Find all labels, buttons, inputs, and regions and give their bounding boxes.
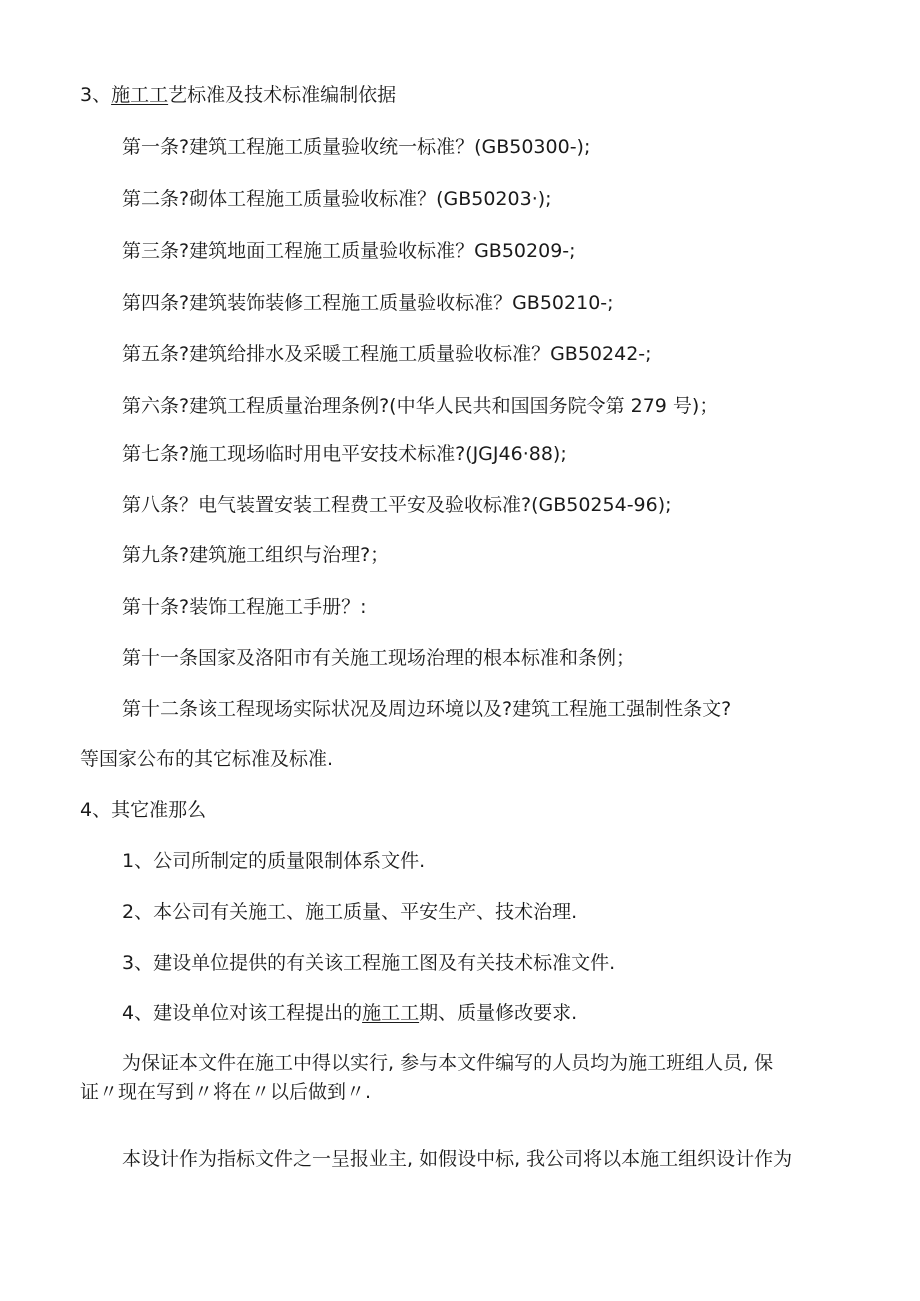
article-10: 第十条?装饰工程施工手册？: <box>122 596 367 618</box>
section-4-item-4-pre: 4、建设单位对该工程提出的 <box>122 1002 363 1024</box>
section-4-item-2: 2、本公司有关施工、施工质量、平安生产、技术治理. <box>122 901 578 923</box>
section-3-heading <box>80 82 396 108</box>
section-3-heading-rest: 艺标准及技术标准编制依据 <box>168 84 397 106</box>
article-2: 第二条?砌体工程施工质量验收标准？(GB50203·); <box>122 188 552 210</box>
article-9: 第九条?建筑施工组织与治理?； <box>122 544 390 566</box>
article-11: 第十一条国家及洛阳市有关施工现场治理的根本标准和条例； <box>122 647 636 669</box>
section-4-item-4 <box>122 1000 577 1026</box>
section-4-item-4-post: 期、质量修改要求. <box>419 1002 578 1024</box>
section-4-item-3: 3、建设单位提供的有关该工程施工图及有关技术标准文件. <box>122 952 616 974</box>
article-4: 第四条?建筑装饰装修工程施工质量验收标准？GB50210-; <box>122 292 614 314</box>
article-1: 第一条?建筑工程施工质量验收统一标准？(GB50300-); <box>122 136 591 158</box>
section-3-heading-number: 3、 <box>80 84 112 106</box>
article-3: 第三条?建筑地面工程施工质量验收标准？GB50209-; <box>122 240 576 262</box>
article-7: 第七条?施工现场临时用电平安技术标准?(JGJ46·88); <box>122 443 567 465</box>
article-6: 第六条?建筑工程质量治理条例?(中华人民共和国国务院令第 279 号)； <box>122 395 719 417</box>
article-5: 第五条?建筑给排水及采暖工程施工质量验收标准？GB50242-; <box>122 343 652 365</box>
article-8: 第八条？电气装置安装工程费工平安及验收标准?(GB50254-96); <box>122 494 672 516</box>
paragraph-2-line-1: 本设计作为指标文件之一呈报业主, 如假设中标, 我公司将以本施工组织设计作为 <box>122 1148 793 1170</box>
section-3-heading-underlined: 施工工 <box>111 84 169 106</box>
section-4-heading: 4、其它准那么 <box>80 799 207 821</box>
section-4-item-4-underlined: 施工工 <box>362 1002 420 1024</box>
section-3-closing: 等国家公布的其它标准及标准. <box>80 748 334 770</box>
paragraph-1-line-2: 证〃现在写到〃将在〃以后做到〃. <box>80 1081 372 1103</box>
article-12: 第十二条该工程现场实际状况及周边环境以及?建筑工程施工强制性条文? <box>122 698 732 720</box>
paragraph-1-line-1: 为保证本文件在施工中得以实行, 参与本文件编写的人员均为施工班组人员, 保 <box>122 1052 774 1074</box>
section-4-item-1: 1、公司所制定的质量限制体系文件. <box>122 850 426 872</box>
